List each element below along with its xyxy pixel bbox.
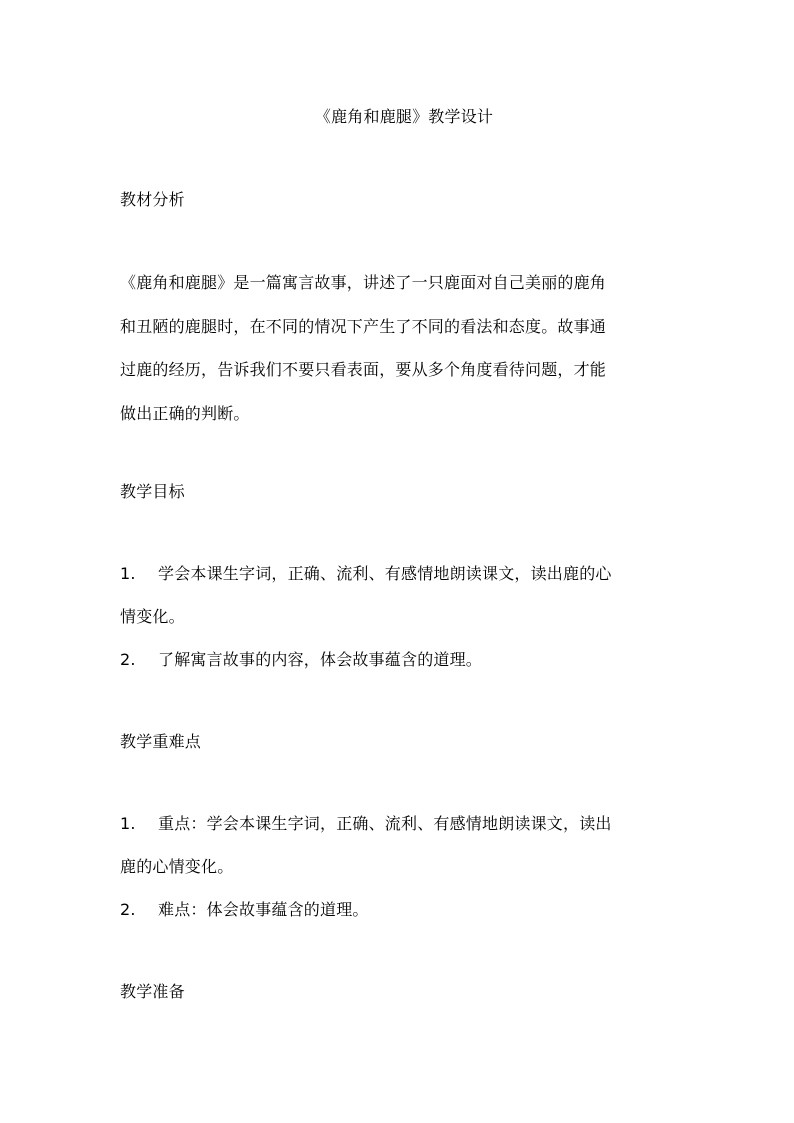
goal-item-1 [120, 564, 612, 584]
goal-item-text: 学会本课生字词，正确、流利、有感情地朗读课文，读出鹿的心 [158, 564, 612, 583]
goal-item-text: 了解寓言故事的内容，体会故事蕴含的道理。 [158, 650, 483, 669]
section-heading-key-points: 教学重难点 [120, 732, 202, 751]
document-title: 《鹿角和鹿腿》教学设计 [314, 107, 494, 126]
section-heading-goals: 教学目标 [120, 482, 185, 501]
key-item-1 [120, 814, 612, 834]
analysis-paragraph-line: 《鹿角和鹿腿》是一篇寓言故事，讲述了一只鹿面对自己美丽的鹿角 [120, 273, 607, 292]
key-item-number: 2. [120, 900, 136, 919]
key-item-number: 1. [120, 814, 136, 833]
section-heading-preparation: 教学准备 [120, 982, 185, 1001]
goal-item-1-continuation: 情变化。 [120, 607, 185, 626]
key-item-text: 重点：学会本课生字词，正确、流利、有感情地朗读课文，读出 [158, 814, 612, 833]
section-heading-analysis: 教材分析 [120, 190, 185, 209]
goal-item-number: 2. [120, 650, 136, 669]
analysis-paragraph-line: 做出正确的判断。 [120, 404, 250, 423]
key-item-text: 难点：体会故事蕴含的道理。 [158, 900, 369, 919]
analysis-paragraph-line: 和丑陋的鹿腿时，在不同的情况下产生了不同的看法和态度。故事通 [120, 317, 607, 336]
goal-item-number: 1. [120, 564, 136, 583]
key-item-2 [120, 900, 369, 920]
analysis-paragraph-line: 过鹿的经历，告诉我们不要只看表面，要从多个角度看待问题，才能 [120, 360, 607, 379]
key-item-1-continuation: 鹿的心情变化。 [120, 857, 234, 876]
goal-item-2 [120, 650, 482, 670]
